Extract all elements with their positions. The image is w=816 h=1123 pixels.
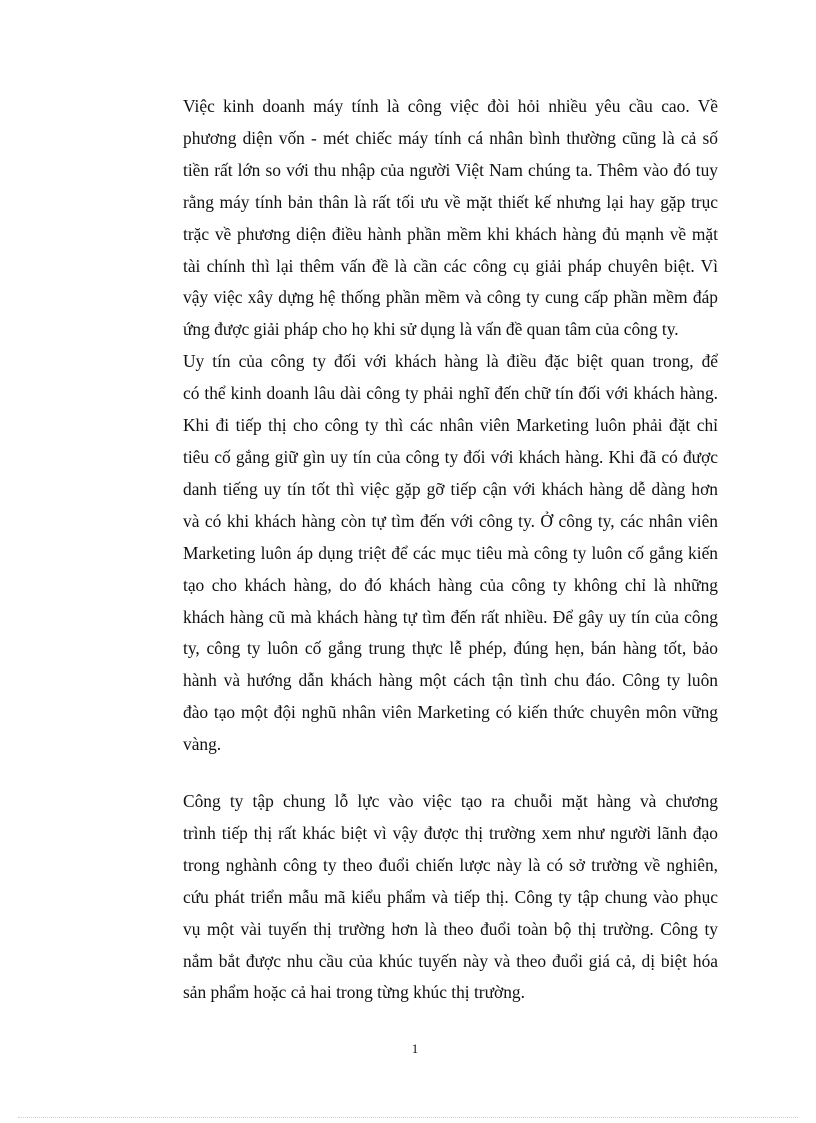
text-line: trặc về phương diện điều hành phần mềm khi khách hàng đủ mạnh về mặt xyxy=(183,223,718,244)
text-line: tiêu cố gắng giữ gìn uy tín của công ty đối với khách hàng. Khi đã có được xyxy=(183,446,718,467)
text-line: phương diện vốn - mét chiếc máy tính cá nhân bình thường cũng là cả số xyxy=(183,127,718,148)
text-line: sản phẩm hoặc cả hai trong từng khúc thị trường. xyxy=(183,982,525,1003)
text-line: rằng máy tính bản thân là rất tối ưu về mặt thiết kế nhưng lại hay gặp trục xyxy=(183,191,718,212)
paragraph-market-strategy xyxy=(136,786,718,1009)
text-line: vậy việc xây dựng hệ thống phần mềm và công ty cung cấp phần mềm đáp xyxy=(183,287,718,308)
text-line: hành và hướng dẫn khách hàng một cách tận tình chu đáo. Công ty luôn xyxy=(183,670,718,691)
text-line: danh tiếng uy tín tốt thì việc gặp gỡ tiếp cận với khách hàng dễ dàng hơn xyxy=(183,478,718,499)
text-line: tạo cho khách hàng, do đó khách hàng của công ty không chỉ là những xyxy=(183,574,718,595)
text-line: trong nghành công ty theo đuổi chiến lược này là có sở trường về nghiên, xyxy=(183,854,718,875)
text-line: vụ một vài tuyến thị trường hơn là theo đuổi toàn bộ thị trường. Công ty xyxy=(183,918,718,939)
text-line: Khi đi tiếp thị cho công ty thì các nhân viên Marketing luôn phải đặt chỉ xyxy=(183,415,718,436)
text-line: Uy tín của công ty đối với khách hàng là điều đặc biệt quan trong, để xyxy=(183,351,718,372)
text-line: Công ty tập chung lỗ lực vào việc tạo ra chuỗi mặt hàng và chương xyxy=(183,791,718,811)
text-line: và có khi khách hàng còn tự tìm đến với công ty. Ở công ty, các nhân viên xyxy=(183,510,718,531)
text-line: tiền rất lớn so với thu nhập của người Việt Nam chúng ta. Thêm vào đó tuy xyxy=(183,159,718,180)
paragraph-company-reputation xyxy=(136,346,718,761)
page-number: 1 xyxy=(411,1041,419,1056)
text-line: Việc kinh doanh máy tính là công việc đòi hỏi nhiều yêu cầu cao. Về xyxy=(183,96,718,116)
text-line: nắm bắt được nhu cầu của khúc tuyến này và theo đuổi giá cả, dị biệt hóa xyxy=(183,950,718,971)
text-line: đào tạo một đội nghũ nhân viên Marketing có kiến thức chuyên môn vững xyxy=(183,702,718,723)
text-line: vàng. xyxy=(183,734,222,755)
text-line: Marketing luôn áp dụng triệt để các mục tiêu mà công ty luôn cố gắng kiến xyxy=(183,542,718,563)
text-block-bottom xyxy=(136,786,718,1009)
text-block-top xyxy=(136,91,718,761)
text-line: có thể kinh doanh lâu dài công ty phải nghĩ đến chữ tín đối với khách hàng. xyxy=(183,383,718,404)
footer-divider xyxy=(18,1117,798,1118)
text-line: ứng được giải pháp cho họ khi sử dụng là vấn đề quan tâm của công ty. xyxy=(183,319,679,340)
text-line: khách hàng cũ mà khách hàng tự tìm đến rất nhiều. Để gây uy tín của công xyxy=(183,606,718,627)
text-line: trình tiếp thị rất khác biệt vì vậy được thị trường xem như người lãnh đạo xyxy=(183,822,718,843)
text-line: tài chính thì lại thêm vấn đề là cần các công cụ giải pháp chuyên biệt. Vì xyxy=(183,255,718,276)
text-line: cứu phát triển mẫu mã kiểu phẩm và tiếp thị. Công ty tập chung vào phục xyxy=(183,886,718,907)
paragraph-business-requirements xyxy=(136,91,718,346)
text-line: ty, công ty luôn cố gắng trung thực lễ phép, đúng hẹn, bán hàng tốt, bảo xyxy=(183,638,718,659)
